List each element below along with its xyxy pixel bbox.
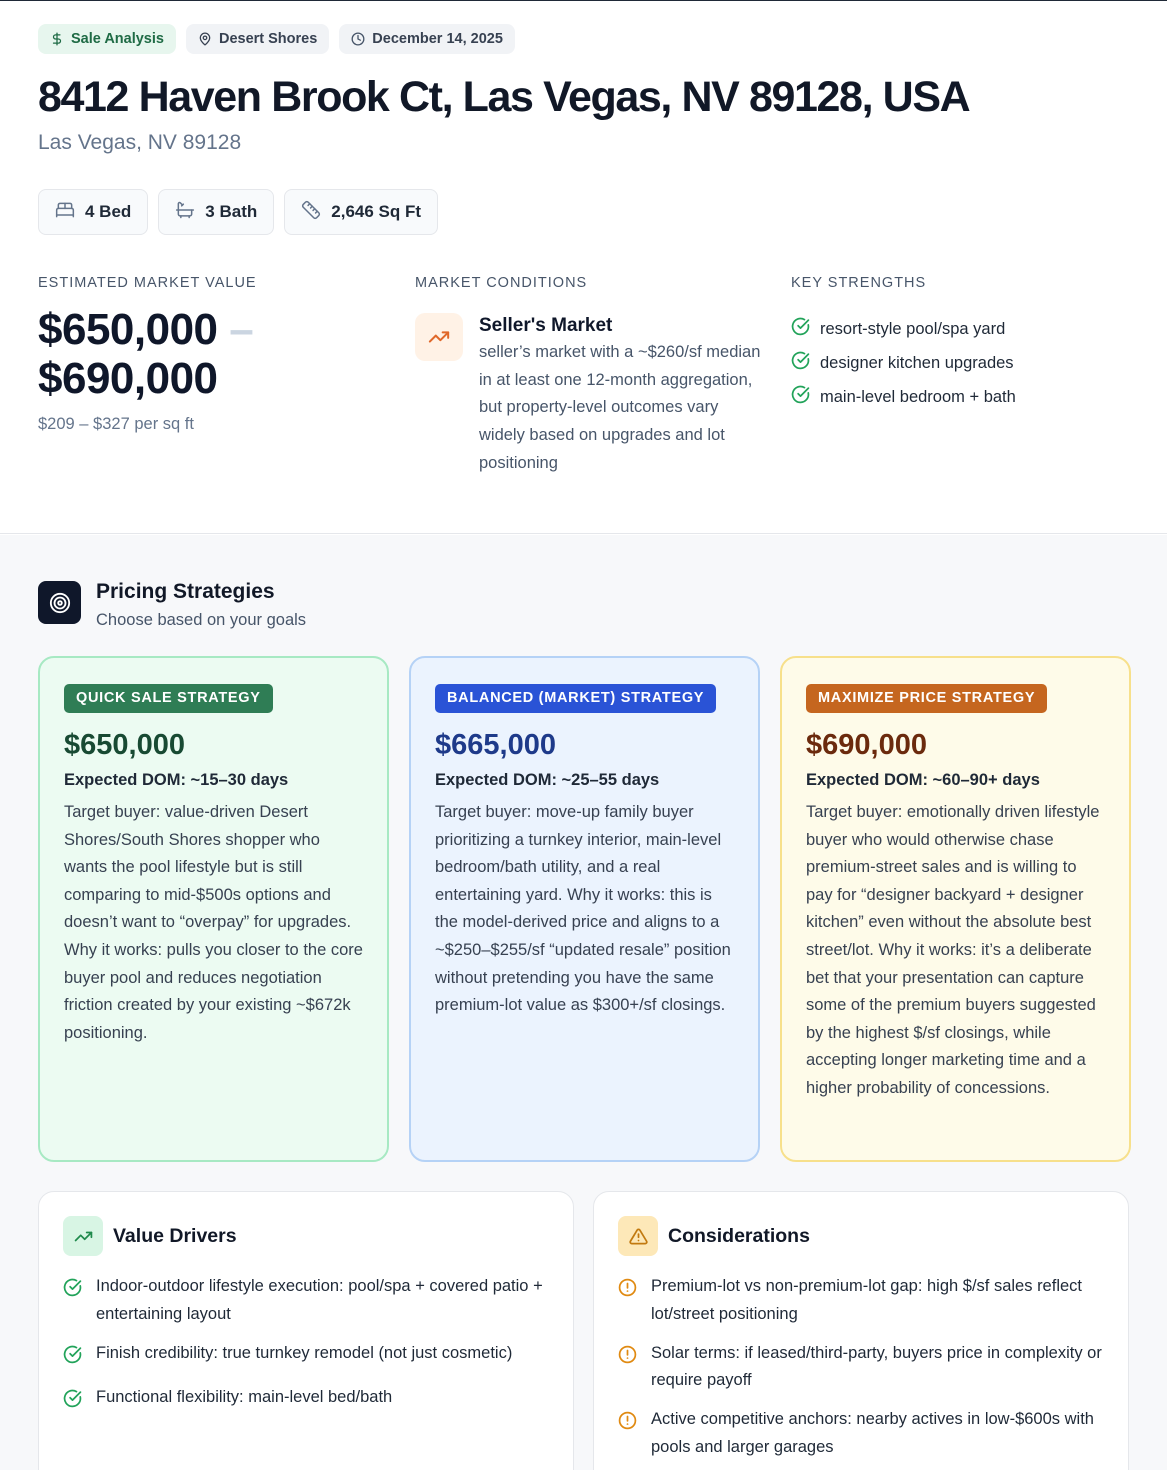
market-title: Seller's Market bbox=[479, 315, 613, 336]
strategy-card-quick-sale[interactable] bbox=[38, 656, 389, 1162]
strategy-card-maximize-price[interactable] bbox=[780, 656, 1131, 1162]
bath-icon bbox=[175, 200, 195, 225]
key-strengths-label: KEY STRENGTHS bbox=[791, 275, 927, 291]
alert-circle-icon bbox=[618, 1278, 637, 1329]
trending-up-icon bbox=[415, 313, 463, 361]
check-circle-icon bbox=[63, 1345, 82, 1374]
strategy-badge: BALANCED (MARKET) STRATEGY bbox=[435, 684, 716, 713]
key-strengths-block bbox=[791, 275, 1141, 414]
strength-text: main-level bedroom + bath bbox=[820, 387, 1016, 406]
strategy-dom: Expected DOM: ~15–30 days bbox=[64, 771, 289, 789]
section-subtitle: Choose based on your goals bbox=[96, 611, 307, 629]
spec-square-feet bbox=[284, 189, 438, 235]
market-condition bbox=[415, 313, 765, 478]
driver-text: Functional flexibility: main-level bed/bath bbox=[96, 1388, 393, 1407]
pill-label: Desert Shores bbox=[218, 31, 318, 47]
strategy-dom: Expected DOM: ~60–90+ days bbox=[806, 771, 1040, 789]
alert-circle-icon bbox=[618, 1345, 637, 1396]
list-item bbox=[791, 346, 1141, 380]
strategy-description: Target buyer: move-up family buyer prioritizing a turnkey interior, main-level bedroom/bath utility, and a real entertaining yard. Why it works: this is the model-derived price and aligns to a ~$250–$255/sf “updated resale” position without pretending you have the same premium-lot value as $300+/sf closings. bbox=[435, 803, 731, 1015]
neighborhood-pill[interactable] bbox=[186, 24, 329, 54]
check-circle-icon bbox=[63, 1278, 82, 1329]
target-icon bbox=[38, 581, 81, 624]
list-item bbox=[791, 312, 1141, 346]
map-pin-icon bbox=[198, 32, 212, 46]
alert-circle-icon bbox=[618, 1411, 637, 1462]
dollar-icon bbox=[50, 32, 64, 46]
pill-label: Sale Analysis bbox=[71, 31, 164, 47]
check-circle-icon bbox=[791, 317, 810, 341]
strategy-dom: Expected DOM: ~25–55 days bbox=[435, 771, 660, 789]
section-title: Pricing Strategies bbox=[96, 580, 275, 603]
estimated-value-block bbox=[38, 275, 378, 434]
market-description: seller’s market with a ~$260/sf median in at least one 12-month aggregation, but property-level outcomes vary widely based on upgrades and lot positioning bbox=[479, 343, 761, 472]
warning-icon bbox=[618, 1216, 658, 1256]
spec-label: 4 Bed bbox=[85, 202, 132, 221]
estimated-value-label: ESTIMATED MARKET VALUE bbox=[38, 275, 257, 291]
strategy-description: Target buyer: value-driven Desert Shores/South Shores shopper who wants the pool lifestyle but is still comparing to mid-$500s options and doesn’t want to “overpay” for upgrades. Why it works: pulls you closer to the core buyer pool and reduces negotiation friction created by your existing ~$672k positioning. bbox=[64, 803, 363, 1042]
list-item bbox=[791, 380, 1141, 414]
ruler-icon bbox=[301, 200, 321, 225]
city-line: Las Vegas, NV 89128 bbox=[38, 131, 242, 154]
strategy-cards bbox=[38, 656, 1131, 1162]
pricing-section bbox=[0, 535, 1167, 1470]
list-item bbox=[618, 1406, 1104, 1462]
market-conditions-block bbox=[415, 275, 765, 478]
driver-text: Finish credibility: true turnkey remodel (not just cosmetic) bbox=[96, 1343, 513, 1362]
panel-header bbox=[618, 1216, 1104, 1256]
bed-icon bbox=[55, 200, 75, 225]
list-item bbox=[63, 1273, 549, 1329]
value-separator: – bbox=[229, 305, 254, 354]
consideration-text: Active competitive anchors: nearby actives in low-$600s with pools and larger garages bbox=[651, 1410, 1094, 1456]
list-item bbox=[63, 1340, 549, 1374]
driver-text: Indoor-outdoor lifestyle execution: pool/spa + covered patio + entertaining layout bbox=[96, 1277, 543, 1323]
market-conditions-label: MARKET CONDITIONS bbox=[415, 275, 588, 291]
pricing-strategies-header bbox=[38, 581, 306, 630]
panel-title: Considerations bbox=[668, 1224, 810, 1247]
panel-header bbox=[63, 1216, 549, 1256]
consideration-text: Premium-lot vs non-premium-lot gap: high $/sf sales reflect lot/street positioning bbox=[651, 1277, 1082, 1323]
date-pill[interactable] bbox=[339, 24, 515, 54]
strategy-card-balanced[interactable] bbox=[409, 656, 760, 1162]
value-drivers-list bbox=[63, 1273, 549, 1418]
value-high: $690,000 bbox=[38, 354, 218, 403]
strategy-price: $690,000 bbox=[806, 729, 927, 761]
sale-analysis-pill[interactable] bbox=[38, 24, 176, 54]
property-header bbox=[0, 1, 1167, 534]
strength-text: designer kitchen upgrades bbox=[820, 353, 1014, 372]
strategy-badge: MAXIMIZE PRICE STRATEGY bbox=[806, 684, 1047, 713]
trending-up-icon bbox=[63, 1216, 103, 1256]
spec-bedrooms bbox=[38, 189, 148, 235]
strategy-badge: QUICK SALE STRATEGY bbox=[64, 684, 273, 713]
check-circle-icon bbox=[791, 385, 810, 409]
panel-title: Value Drivers bbox=[113, 1224, 237, 1247]
strength-text: resort-style pool/spa yard bbox=[820, 319, 1006, 338]
strategy-price: $650,000 bbox=[64, 729, 185, 761]
check-circle-icon bbox=[63, 1389, 82, 1418]
considerations-panel bbox=[593, 1191, 1129, 1470]
tag-pills bbox=[38, 24, 515, 54]
clock-icon bbox=[351, 32, 365, 46]
list-item bbox=[618, 1273, 1104, 1329]
considerations-list bbox=[618, 1273, 1104, 1462]
strategy-price: $665,000 bbox=[435, 729, 556, 761]
property-specs bbox=[38, 189, 438, 235]
property-address: 8412 Haven Brook Ct, Las Vegas, NV 89128, USA bbox=[38, 73, 970, 121]
list-item bbox=[618, 1340, 1104, 1396]
spec-label: 2,646 Sq Ft bbox=[331, 202, 422, 221]
list-item bbox=[63, 1384, 549, 1418]
value-low: $650,000 bbox=[38, 305, 218, 354]
price-per-sqft: $209 – $327 per sq ft bbox=[38, 415, 194, 433]
key-strengths-list bbox=[791, 312, 1141, 414]
pill-label: December 14, 2025 bbox=[372, 31, 503, 47]
strategy-description: Target buyer: emotionally driven lifestyle buyer who would otherwise chase premium-street sales and is willing to pay for “designer backyard + designer kitchen” even without the absolute best street/lot. Why it works: it’s a deliberate bet that your presentation can capture some of the premium buyers suggested by the highest $/sf closings, while accepting longer marketing time and a higher probability of concessions. bbox=[806, 803, 1100, 1097]
spec-bathrooms bbox=[158, 189, 274, 235]
consideration-text: Solar terms: if leased/third-party, buyers price in complexity or require payoff bbox=[651, 1343, 1102, 1390]
value-drivers-panel bbox=[38, 1191, 574, 1470]
spec-label: 3 Bath bbox=[205, 202, 258, 221]
estimated-value-range bbox=[38, 305, 378, 403]
check-circle-icon bbox=[791, 351, 810, 375]
